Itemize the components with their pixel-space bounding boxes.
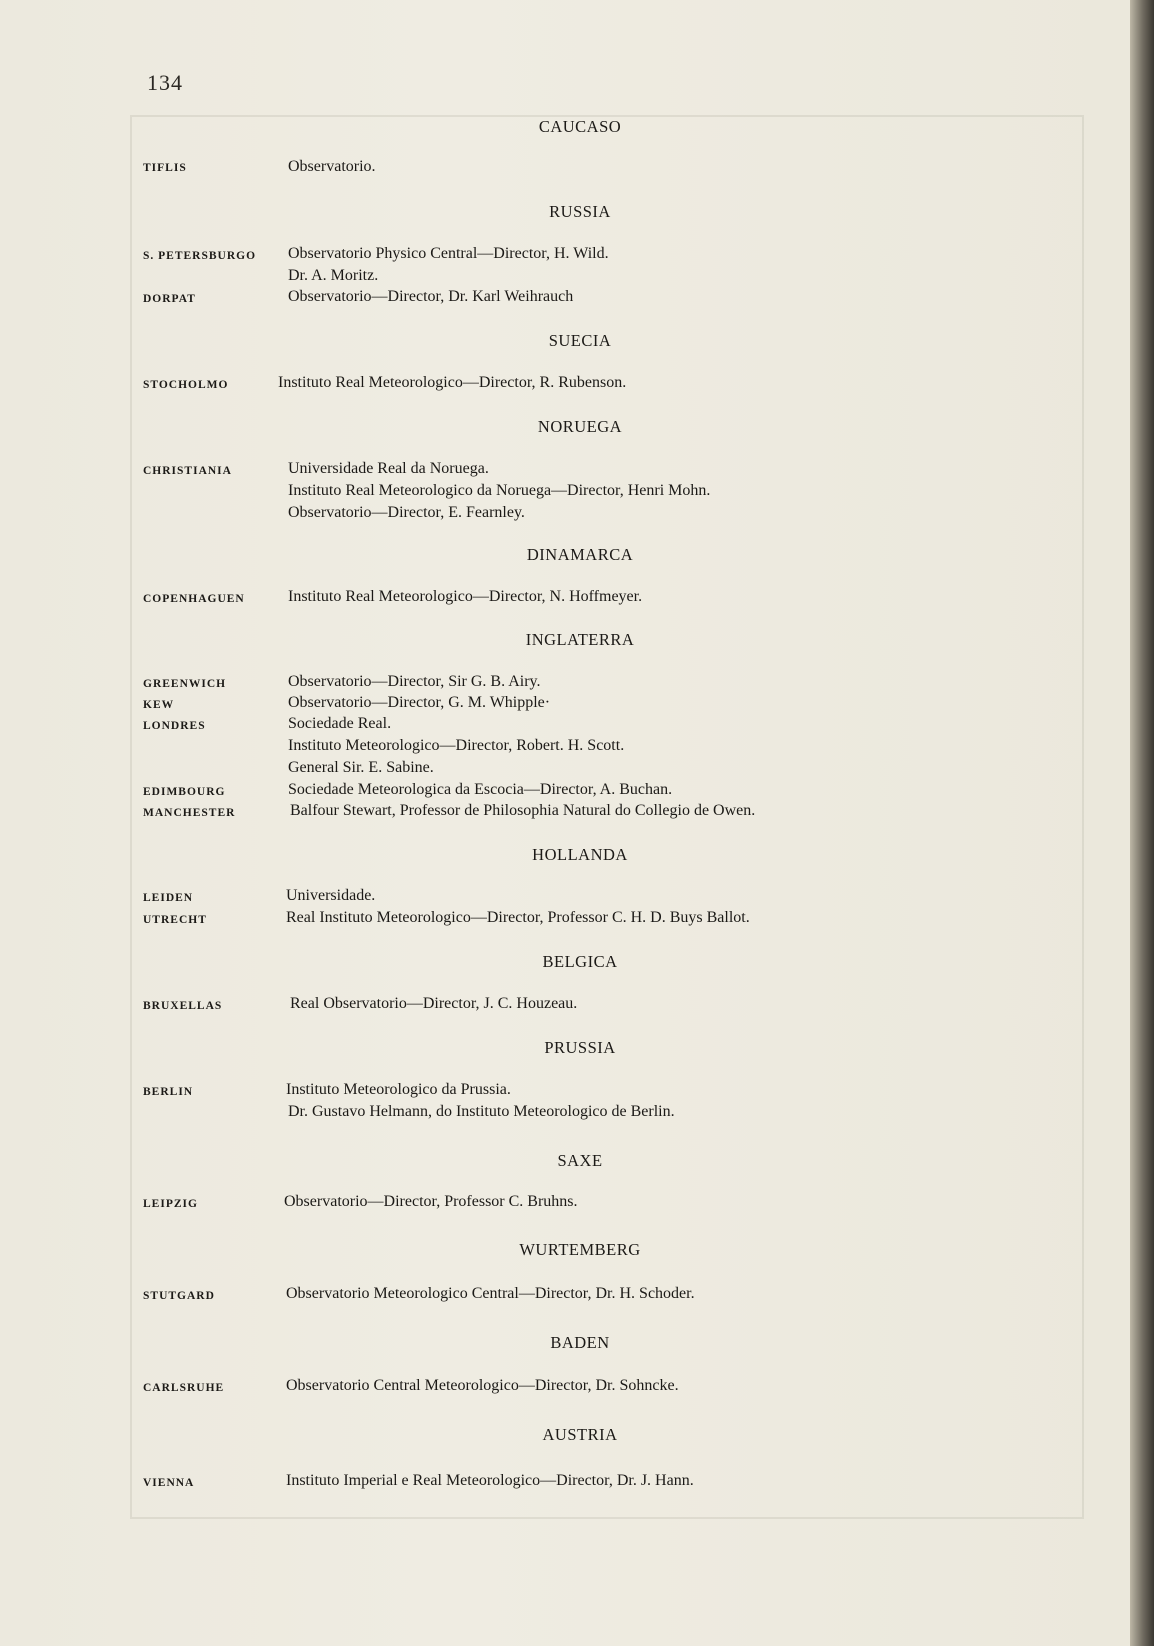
place-name: CHRISTIANIA — [143, 465, 232, 477]
entry-line: Observatorio—Director, Dr. Karl Weihrauch — [288, 288, 574, 305]
place-name: LEIDEN — [143, 892, 194, 904]
entry-line: Balfour Stewart, Professor de Philosophia Natural do Collegio de Owen. — [290, 802, 756, 819]
place-name: LEIPZIG — [143, 1198, 198, 1210]
place-name: S. PETERSBURGO — [143, 250, 257, 262]
place-name: TIFLIS — [143, 162, 187, 174]
place-name: DORPAT — [143, 293, 196, 305]
section-title-suecia: SUECIA — [548, 331, 612, 350]
place-name: BERLIN — [143, 1086, 194, 1098]
entry-line: Observatorio—Director, E. Fearnley. — [288, 504, 525, 521]
entry-line: Observatorio—Director, Professor C. Bruhns. — [284, 1193, 578, 1210]
page-number: 134 — [147, 70, 183, 95]
entry-line: Instituto Meteorologico—Director, Robert. H. Scott. — [288, 737, 625, 754]
entry-line: Dr. Gustavo Helmann, do Instituto Meteorologico de Berlin. — [288, 1103, 675, 1120]
page-binding-edge — [1130, 0, 1154, 1646]
entry-line: Observatorio—Director, Sir G. B. Airy. — [288, 673, 541, 690]
entry-line: General Sir. E. Sabine. — [288, 759, 434, 776]
section-title-austria: AUSTRIA — [542, 1425, 618, 1444]
entry-line: Dr. A. Moritz. — [288, 267, 379, 284]
section-title-saxe: SAXE — [557, 1151, 603, 1170]
entry-line: Observatorio. — [288, 158, 376, 175]
section-title-russia: RUSSIA — [549, 202, 611, 221]
entry-line: Sociedade Real. — [288, 715, 392, 732]
place-name: BRUXELLAS — [143, 1000, 223, 1012]
entry-line: Instituto Real Meteorologico—Director, R. Rubenson. — [278, 374, 627, 391]
entry-line: Universidade Real da Noruega. — [288, 460, 489, 477]
place-name: KEW — [143, 699, 175, 711]
place-name: COPENHAGUEN — [143, 593, 245, 605]
section-title-belgica: BELGICA — [542, 952, 618, 971]
entry-line: Observatorio—Director, G. M. Whipple· — [288, 694, 551, 711]
place-name: MANCHESTER — [143, 807, 236, 819]
section-title-baden: BADEN — [550, 1333, 610, 1352]
section-title-dinamarca: DINAMARCA — [526, 545, 634, 564]
entry-line: Real Instituto Meteorologico—Director, Professor C. H. D. Buys Ballot. — [286, 909, 750, 926]
section-title-inglaterra: INGLATERRA — [525, 630, 635, 649]
place-name: STOCHOLMO — [143, 379, 229, 391]
entry-line: Instituto Real Meteorologico—Director, N. Hoffmeyer. — [288, 588, 643, 605]
section-title-hollanda: HOLLANDA — [532, 845, 628, 864]
entry-line: Observatorio Physico Central—Director, H. Wild. — [288, 245, 609, 262]
section-title-caucaso: CAUCASO — [538, 117, 622, 136]
entry-line: Sociedade Meteorologica da Escocia—Director, A. Buchan. — [288, 781, 673, 798]
section-title-wurtemberg: WURTEMBERG — [519, 1240, 641, 1259]
entry-line: Instituto Meteorologico da Prussia. — [286, 1081, 511, 1098]
entry-line: Instituto Imperial e Real Meteorologico—Director, Dr. J. Hann. — [286, 1472, 694, 1489]
entry-line: Observatorio Meteorologico Central—Director, Dr. H. Schoder. — [286, 1285, 695, 1302]
entry-line: Observatorio Central Meteorologico—Director, Dr. Sohncke. — [286, 1377, 679, 1394]
entry-line: Real Observatorio—Director, J. C. Houzeau. — [290, 995, 578, 1012]
entry-line: Universidade. — [286, 887, 376, 904]
place-name: LONDRES — [143, 720, 206, 732]
place-name: UTRECHT — [143, 914, 207, 926]
place-name: EDIMBOURG — [143, 786, 226, 798]
section-title-prussia: PRUSSIA — [544, 1038, 616, 1057]
place-name: STUTGARD — [143, 1290, 215, 1302]
entry-line: Instituto Real Meteorologico da Noruega—Director, Henri Mohn. — [288, 482, 711, 499]
place-name: CARLSRUHE — [143, 1382, 225, 1394]
place-name: GREENWICH — [143, 678, 227, 690]
place-name: VIENNA — [143, 1477, 195, 1489]
section-title-noruega: NORUEGA — [537, 417, 623, 436]
